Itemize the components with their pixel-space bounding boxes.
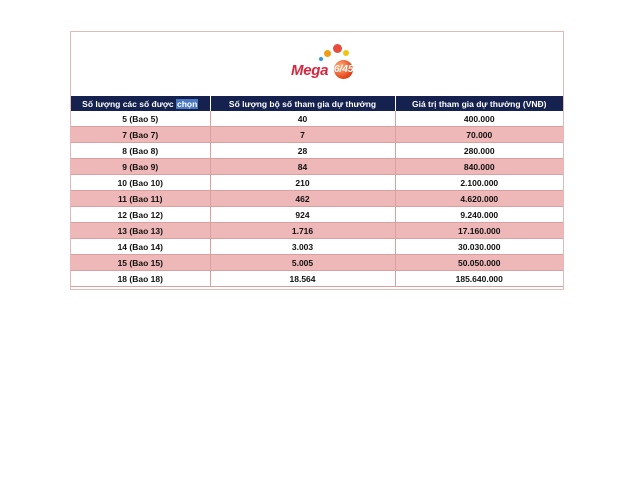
cell-numbers-chosen: 11 (Bao 11) — [71, 191, 210, 207]
cell-number-sets: 5.005 — [210, 255, 395, 271]
cell-number-sets: 462 — [210, 191, 395, 207]
table-row — [71, 111, 563, 127]
table-row — [71, 239, 563, 255]
mega-645-logo — [291, 44, 371, 86]
cell-numbers-chosen: 5 (Bao 5) — [71, 111, 210, 127]
logo-area — [71, 32, 563, 95]
cell-value: 17.160.000 — [395, 223, 563, 239]
cell-number-sets: 7 — [210, 127, 395, 143]
cell-numbers-chosen: 8 (Bao 8) — [71, 143, 210, 159]
logo-ball-icon — [319, 57, 323, 61]
cell-value: 185.640.000 — [395, 271, 563, 287]
cell-value: 280.000 — [395, 143, 563, 159]
logo-ball-icon — [324, 50, 331, 57]
cell-value: 50.050.000 — [395, 255, 563, 271]
table-row — [71, 191, 563, 207]
column-header-number-sets: Số lượng bộ số tham gia dự thưởng — [210, 96, 395, 111]
cell-number-sets: 1.716 — [210, 223, 395, 239]
column-header-text: Số lượng các số được — [82, 98, 177, 109]
column-header-numbers-chosen — [71, 96, 210, 111]
cell-numbers-chosen: 10 (Bao 10) — [71, 175, 210, 191]
cell-number-sets: 18.564 — [210, 271, 395, 287]
cell-numbers-chosen: 15 (Bao 15) — [71, 255, 210, 271]
cell-number-sets: 924 — [210, 207, 395, 223]
cell-numbers-chosen: 13 (Bao 13) — [71, 223, 210, 239]
table-row — [71, 255, 563, 271]
cell-value: 4.620.000 — [395, 191, 563, 207]
logo-text: Mega — [291, 62, 329, 79]
table-row — [71, 127, 563, 143]
cell-number-sets: 210 — [210, 175, 395, 191]
table-row — [71, 271, 563, 287]
cell-value: 840.000 — [395, 159, 563, 175]
cell-number-sets: 40 — [210, 111, 395, 127]
price-table — [71, 96, 563, 287]
table-body — [71, 111, 563, 287]
table-row — [71, 143, 563, 159]
column-header-value: Giá trị tham gia dự thưởng (VNĐ) — [395, 96, 563, 111]
selected-text[interactable]: chọn — [177, 98, 198, 109]
cell-value: 30.030.000 — [395, 239, 563, 255]
table-row — [71, 207, 563, 223]
cell-value: 400.000 — [395, 111, 563, 127]
cell-value: 2.100.000 — [395, 175, 563, 191]
table-row — [71, 223, 563, 239]
logo-ball-icon — [333, 44, 342, 53]
cell-number-sets: 3.003 — [210, 239, 395, 255]
cell-numbers-chosen: 9 (Bao 9) — [71, 159, 210, 175]
table-row — [71, 159, 563, 175]
logo-ball-icon — [343, 50, 349, 56]
cell-numbers-chosen: 12 (Bao 12) — [71, 207, 210, 223]
table-header-row — [71, 96, 563, 111]
table-row — [71, 175, 563, 191]
cell-number-sets: 28 — [210, 143, 395, 159]
price-table-card — [70, 31, 564, 290]
cell-value: 70.000 — [395, 127, 563, 143]
cell-numbers-chosen: 14 (Bao 14) — [71, 239, 210, 255]
cell-number-sets: 84 — [210, 159, 395, 175]
cell-numbers-chosen: 18 (Bao 18) — [71, 271, 210, 287]
cell-numbers-chosen: 7 (Bao 7) — [71, 127, 210, 143]
cell-value: 9.240.000 — [395, 207, 563, 223]
logo-badge: 6/45 — [334, 60, 353, 79]
